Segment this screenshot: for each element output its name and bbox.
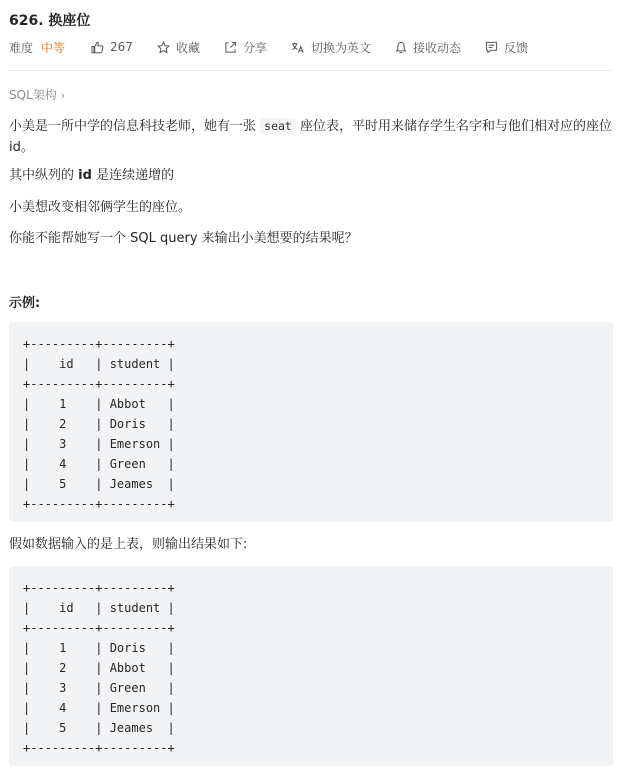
feedback-button[interactable] (485, 39, 528, 56)
like-count: 267 (110, 40, 133, 54)
notifications-button[interactable] (395, 39, 461, 56)
inline-code-seat: seat (260, 118, 296, 134)
description-paragraph-4: 你能不能帮她写一个 SQL query 来输出小美想要的结果呢？ (9, 231, 358, 246)
like-button[interactable] (91, 40, 133, 54)
difficulty-badge: 中等 (41, 40, 66, 55)
input-table-text: +---------+---------+ | id | student | +---------+---------+ | 1 | Abbot | | 2 | Doris | | 3 | Emerson | | 4 | Green | | 5 | Jeames | +---------+---------+ (23, 337, 175, 511)
chevron-right-icon: › (60, 89, 66, 102)
problem-meta-bar (9, 38, 552, 56)
example-heading: 示例: (9, 296, 41, 311)
breadcrumb[interactable] (9, 86, 65, 103)
thumbs-up-icon (91, 41, 104, 54)
problem-title: 626. 换座位 (9, 13, 91, 29)
feedback-label: 反馈 (504, 40, 529, 55)
description-paragraph-1: 小美是一所中学的信息科技老师，她有一张 seat 座位表，平时用来储存学生名字和与他们相对应的座位id。 (9, 119, 613, 155)
favorite-button[interactable] (157, 39, 200, 56)
share-button[interactable] (224, 39, 267, 56)
bold-id: id (78, 168, 92, 183)
breadcrumb-label[interactable]: SQL架构 (9, 88, 57, 102)
description-paragraph-2: 其中纵列的 id 是连续递增的 (9, 168, 175, 183)
notifications-label: 接收动态 (412, 40, 461, 55)
translate-icon (291, 41, 305, 54)
divider (9, 70, 613, 71)
favorite-label: 收藏 (175, 40, 200, 55)
switch-language-button[interactable] (291, 39, 371, 56)
feedback-icon (485, 41, 498, 54)
output-table-codeblock (9, 566, 613, 766)
bell-icon (395, 41, 407, 54)
difficulty-label: 难度 (9, 40, 34, 55)
input-table-codeblock (9, 322, 613, 522)
star-icon (157, 41, 170, 54)
share-icon (224, 41, 237, 54)
description-paragraph-3: 小美想改变相邻俩学生的座位。 (9, 200, 192, 215)
switch-language-label: 切换为英文 (310, 40, 371, 55)
share-label: 分享 (242, 40, 267, 55)
output-table-text: +---------+---------+ | id | student | +---------+---------+ | 1 | Doris | | 2 | Abbot | | 3 | Green | | 4 | Emerson | | 5 | Jeames | +---------+---------+ (23, 581, 175, 755)
between-text: 假如数据输入的是上表，则输出结果如下: (9, 537, 248, 552)
